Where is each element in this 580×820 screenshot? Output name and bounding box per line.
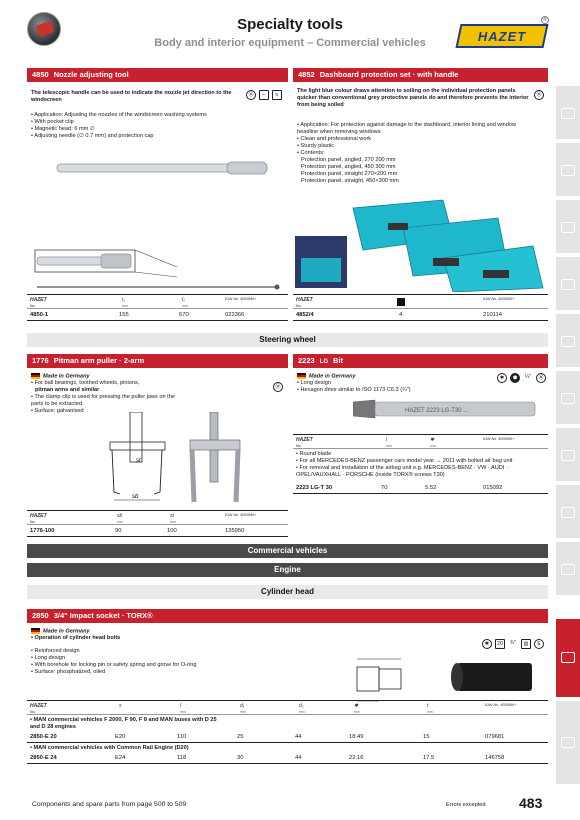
tab-icon xyxy=(561,222,575,233)
product-table xyxy=(27,294,288,321)
category-steering-wheel: Steering wheel xyxy=(27,333,548,347)
made-in-icon: ⦿ xyxy=(534,90,544,100)
group-note: • MAN commercial vehicles F 2000, F 90, F 8 and MAN buses with D 25 and D 28 engines xyxy=(30,717,217,730)
e-profile-icon: E xyxy=(534,639,544,649)
table-header-row: HAZET No. EAN-No. 4000896+ xyxy=(293,295,548,309)
tab-icon xyxy=(561,165,575,176)
hazet-no-label: HAZET No. xyxy=(296,437,313,448)
made-in-germany: Made in Germany xyxy=(31,628,361,635)
feature-icons xyxy=(534,90,544,100)
table-row: 2850-E 24 E24 118 30 44 22.16 17.5 146758 xyxy=(27,752,548,764)
page-subtitle: Body and interior equipment – Commercial vehicles xyxy=(154,37,426,49)
chapter-tab-9[interactable] xyxy=(556,542,580,597)
torx-size-icon: ✱ xyxy=(430,437,435,443)
torx-icon: ✱ xyxy=(482,639,492,649)
product-title-bar: 4852 Dashboard protection set · with handle xyxy=(293,68,548,82)
sb-dimension-label: sb xyxy=(132,494,139,500)
chapter-tab-6[interactable] xyxy=(556,371,580,426)
chapter-tab-active[interactable] xyxy=(556,619,580,699)
hazet-no-label: HAZET No. xyxy=(30,297,47,308)
tab-icon xyxy=(561,652,575,663)
german-flag-icon xyxy=(31,628,40,634)
made-in-germany: Made in Germany xyxy=(31,373,181,380)
size-icon: 20 xyxy=(495,639,505,649)
product-2850 xyxy=(27,609,548,789)
impact-icon: ▥ xyxy=(521,639,531,649)
product-bullets: • Application: For protection against damage to the dashboard, interior lining and window headline when removing windows • Clean and professional work • Sturdy plastic • Contents: Protection panel, angled, 270 200 mm Protection panel, angled, 450 300 mm Protection panel, straight 270×200 mm Protection panel, straight, 450×300 mm xyxy=(297,122,537,185)
bit-image xyxy=(353,394,543,424)
torx-icon: ✱ xyxy=(497,373,507,383)
feature-icons xyxy=(273,382,283,392)
nozzle-tool-image xyxy=(27,142,288,292)
chapter-tab-5[interactable] xyxy=(556,314,580,369)
hazet-no-label: HAZET No. xyxy=(30,513,47,524)
category-commercial-vehicles: Commercial vehicles xyxy=(27,544,548,558)
product-table xyxy=(27,510,288,537)
hazet-no-label: HAZET No. xyxy=(296,297,313,308)
protection-panels-image xyxy=(293,198,548,292)
tab-icon xyxy=(561,507,575,518)
product-title-bar: 2223 LG Bit xyxy=(293,354,548,368)
product-2223lg xyxy=(293,354,548,540)
table-row: 2223 LG-T 30 70 5.52 015092 xyxy=(293,482,548,494)
tab-icon xyxy=(561,108,575,119)
registered-mark: ® xyxy=(541,16,549,24)
feature-icons xyxy=(246,90,282,100)
product-4852 xyxy=(293,68,548,326)
chapter-tabs xyxy=(556,86,580,786)
german-flag-icon xyxy=(31,373,40,379)
chapter-tab-8[interactable] xyxy=(556,485,580,540)
puller-drawing xyxy=(102,412,262,512)
category-engine: Engine xyxy=(27,563,548,577)
group-note: • MAN commercial vehicles with Common Rail Engine (D20) xyxy=(30,745,189,751)
feature-icons xyxy=(497,373,546,383)
footer-note: Components and spare parts from page 500 to 509 xyxy=(32,801,187,808)
product-bullets: Made in Germany • For ball bearings, toothed wheels, pinions, pitman arms and similar • The clamp clip is used for pressing the puller jaws on the parts to be extracted • Surface: galvanised xyxy=(31,373,181,415)
page-title: Specialty tools xyxy=(237,16,343,33)
chapter-tab-4[interactable] xyxy=(556,257,580,312)
product-lead: • Operation of cylinder head bolts xyxy=(31,635,121,642)
product-bullets: • Application: Adjusting the nozzles of the windscreen washing systems • With pocket clip • Magnetic head: 6 mm ∅ • Adjusting needle (∅ 0.7 mm) and protection cap xyxy=(31,112,281,140)
table-row: 4850-1 155 670 022366 xyxy=(27,309,288,321)
application-icon: ⌐ xyxy=(259,90,269,100)
tab-icon xyxy=(561,450,575,461)
product-table xyxy=(293,434,548,494)
tab-icon xyxy=(561,336,575,347)
german-flag-icon xyxy=(297,373,306,379)
torx-size-icon: ✱ xyxy=(354,703,359,709)
table-row: 1776-100 90 100 135950 xyxy=(27,525,288,537)
chapter-tab-7[interactable] xyxy=(556,428,580,483)
product-table xyxy=(293,294,548,321)
product-bullets: Made in Germany • Long design • Hexagon drive similar to ISO 1173 C6.3 (¼") xyxy=(297,373,487,394)
table-header-row: HAZET No. l mm ✱ mm EAN-No. 4000896+ xyxy=(293,435,548,449)
product-title-bar: 2850 3/4" Impact socket · TORX® xyxy=(27,609,548,623)
chapter-tab-10[interactable] xyxy=(556,701,580,786)
made-in-icon: ⦿ xyxy=(273,382,283,392)
product-title-bar: 1776 Pitman arm puller · 2-arm xyxy=(27,354,288,368)
tab-icon xyxy=(561,564,575,575)
product-title-bar: 4850 Nozzle adjusting tool xyxy=(27,68,288,82)
made-in-germany: Made in Germany xyxy=(297,373,487,380)
hazet-logo: HAZET xyxy=(455,24,548,48)
made-in-icon: ⦿ xyxy=(536,373,546,383)
chapter-tab-1[interactable] xyxy=(556,86,580,141)
st-dimension-label: st xyxy=(136,458,141,464)
table-row: 4852/4 4 210114 xyxy=(293,309,548,321)
vehicle-icon: ≡ xyxy=(272,90,282,100)
drive-size-icon: ¾" xyxy=(510,640,516,646)
page-number: 483 xyxy=(519,795,543,811)
tab-icon xyxy=(561,393,575,404)
table-row: 2850-E 20 E20 110 25 44 18.49 15 079681 xyxy=(27,731,548,743)
chapter-tab-3[interactable] xyxy=(556,200,580,255)
made-in-icon: ⦿ xyxy=(246,90,256,100)
product-1776 xyxy=(27,354,288,540)
bit-engraving: HAZET 2223 LG-T30 ... xyxy=(405,408,469,414)
errors-excepted: Errors excepted xyxy=(446,802,486,808)
drive-size-icon: ¼" xyxy=(525,374,531,380)
product-lead: The telescopic handle can be used to indicate the nozzle jet direction to the windscreen xyxy=(31,90,232,103)
hazet-no-label: HAZET No. xyxy=(30,703,47,714)
panel-count-icon xyxy=(397,298,405,306)
product-bullets: Made in Germany • Operation of cylinder head bolts • Reinforced design • Long design • With borehole for locking pin or safety spring and grove for O-ring • Surface: phosphatized, oiled xyxy=(31,628,361,676)
table-header-row: HAZET No. sb mm st mm EAN-No. 4000896+ xyxy=(27,511,288,525)
page-header xyxy=(0,0,580,60)
product-notes: • Round blade • For all MERCEDES-BENZ passenger cars model year → 2011 with bolted air bag unit • For removal and installation of the airbag unit e.g. MERCEDES-BENZ · VW · AUDI · OPEL/VAUXHALL · PORSCHE (inside TORX® screws T30) xyxy=(293,449,543,482)
hex-drive-icon: ⬢ xyxy=(510,373,520,383)
table-header-row: HAZET No. s l mm d₁ mm d₂ mm ✱ mm t mm EAN-No. 4000896+ xyxy=(27,701,548,715)
feature-icons xyxy=(482,639,544,649)
product-table xyxy=(27,700,548,764)
tab-icon xyxy=(561,279,575,290)
category-cylinder-head: Cylinder head xyxy=(27,585,548,599)
tab-icon xyxy=(561,737,575,748)
table-header-row: HAZET No. l₁ mm l₂ mm EAN-No. 4000896+ xyxy=(27,295,288,309)
chapter-tab-2[interactable] xyxy=(556,143,580,198)
product-4850 xyxy=(27,68,288,326)
product-lead: The light blue colour draws attention to soiling on the individual protection panels quicker than conventional grey protective panels do and therefore prevents the interior from being soiled xyxy=(297,88,529,108)
